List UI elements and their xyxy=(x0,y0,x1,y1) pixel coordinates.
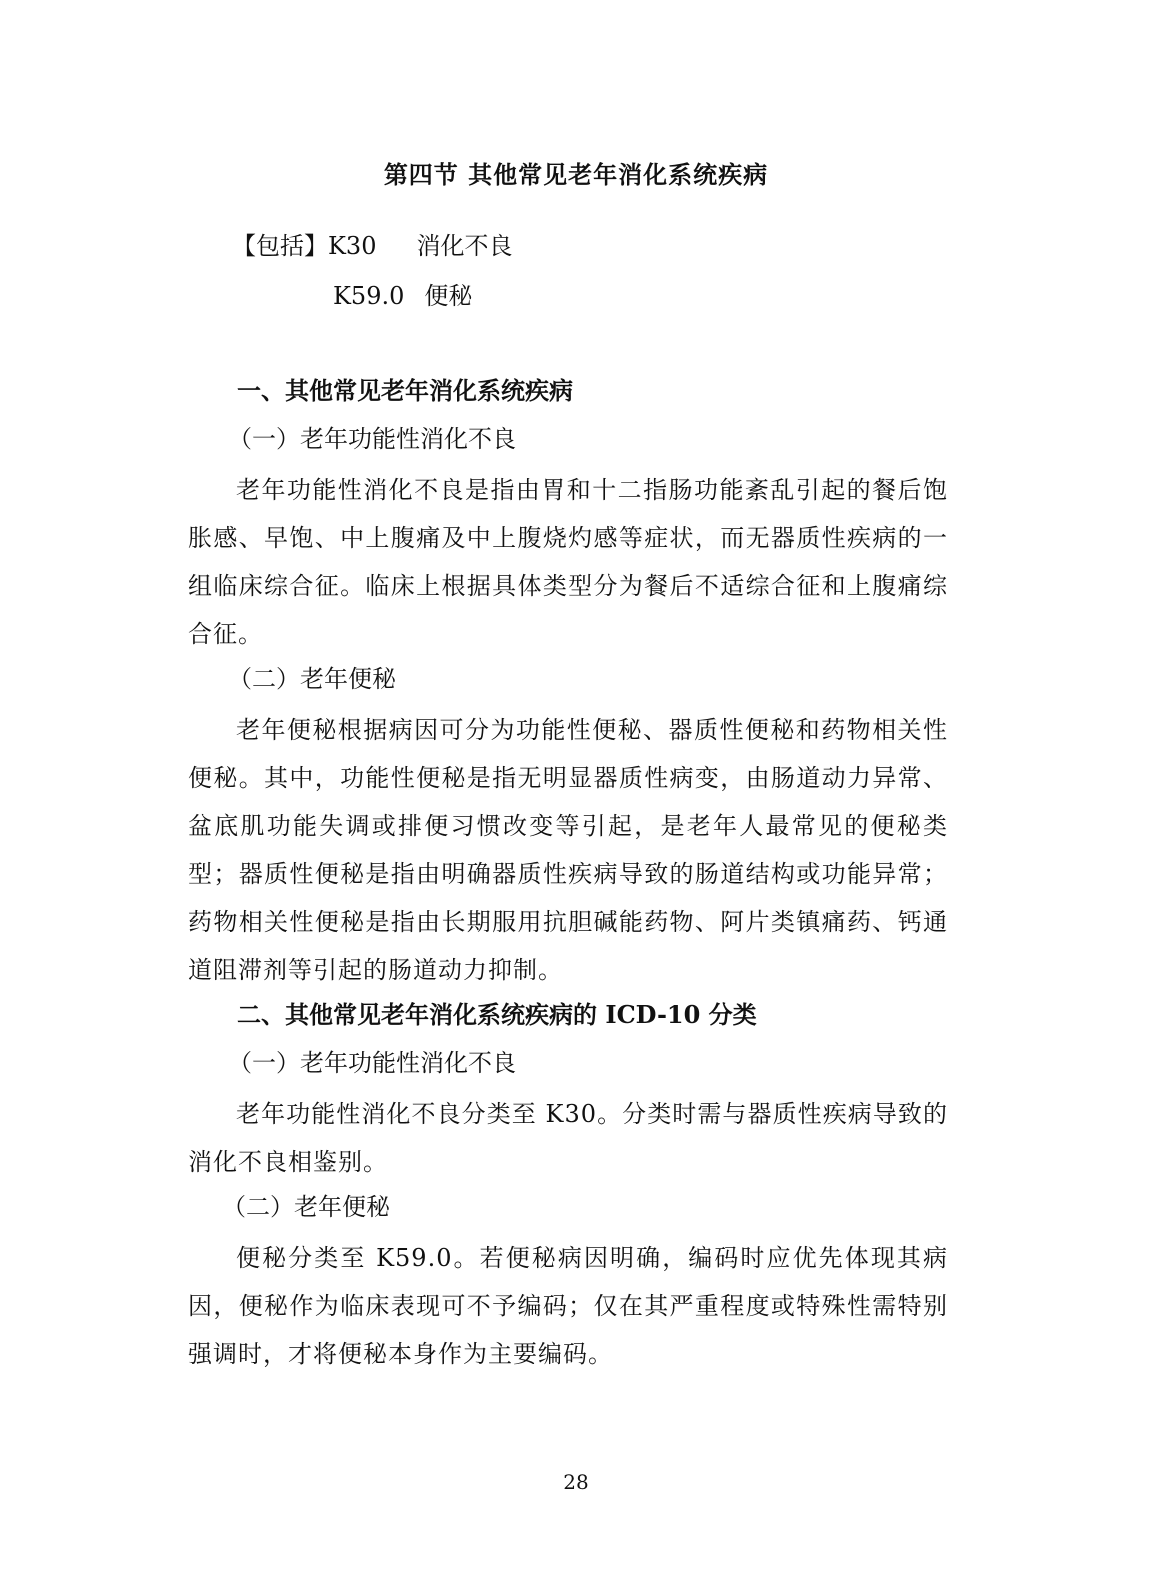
includes-label: 【包括】 xyxy=(232,232,328,260)
part1-sub1-paragraph: 老年功能性消化不良是指由胃和十二指肠功能紊乱引起的餐后饱胀感、早饱、中上腹痛及中上腹烧灼感等症状，而无器质性疾病的一组临床综合征。临床上根据具体类型分为餐后不适综合征和上腹痛综合征。 xyxy=(188,476,948,648)
part1-sub2-heading: （二）老年便秘 xyxy=(228,665,396,693)
part2-sub2-heading: （二）老年便秘 xyxy=(222,1193,390,1221)
part1-sub1-heading: （一）老年功能性消化不良 xyxy=(228,425,516,453)
includes-code-2: K59.0 xyxy=(333,282,405,310)
page-number: 28 xyxy=(563,1470,589,1494)
includes-name-1: 消化不良 xyxy=(416,232,513,260)
includes-line-2 xyxy=(333,281,472,311)
includes-name-2: 便秘 xyxy=(424,282,473,310)
part1-heading: 一、其他常见老年消化系统疾病 xyxy=(237,376,573,405)
includes-line-1 xyxy=(232,231,512,261)
section-title: 第四节 其他常见老年消化系统疾病 xyxy=(383,160,769,189)
includes-code-1: K30 xyxy=(328,232,377,260)
part2-heading: 二、其他常见老年消化系统疾病的 ICD-10 分类 xyxy=(237,1000,757,1029)
part2-sub1-paragraph: 老年功能性消化不良分类至 K30。分类时需与器质性疾病导致的消化不良相鉴别。 xyxy=(188,1100,948,1176)
part2-sub1-heading: （一）老年功能性消化不良 xyxy=(228,1049,516,1077)
part2-sub2-paragraph: 便秘分类至 K59.0。若便秘病因明确，编码时应优先体现其病因，便秘作为临床表现可不予编码；仅在其严重程度或特殊性需特别强调时，才将便秘本身作为主要编码。 xyxy=(188,1244,948,1368)
part1-sub2-paragraph: 老年便秘根据病因可分为功能性便秘、器质性便秘和药物相关性便秘。其中，功能性便秘是指无明显器质性病变，由肠道动力异常、盆底肌功能失调或排便习惯改变等引起，是老年人最常见的便秘类型；器质性便秘是指由明确器质性疾病导致的肠道结构或功能异常；药物相关性便秘是指由长期服用抗胆碱能药物、阿片类镇痛药、钙通道阻滞剂等引起的肠道动力抑制。 xyxy=(188,716,948,984)
